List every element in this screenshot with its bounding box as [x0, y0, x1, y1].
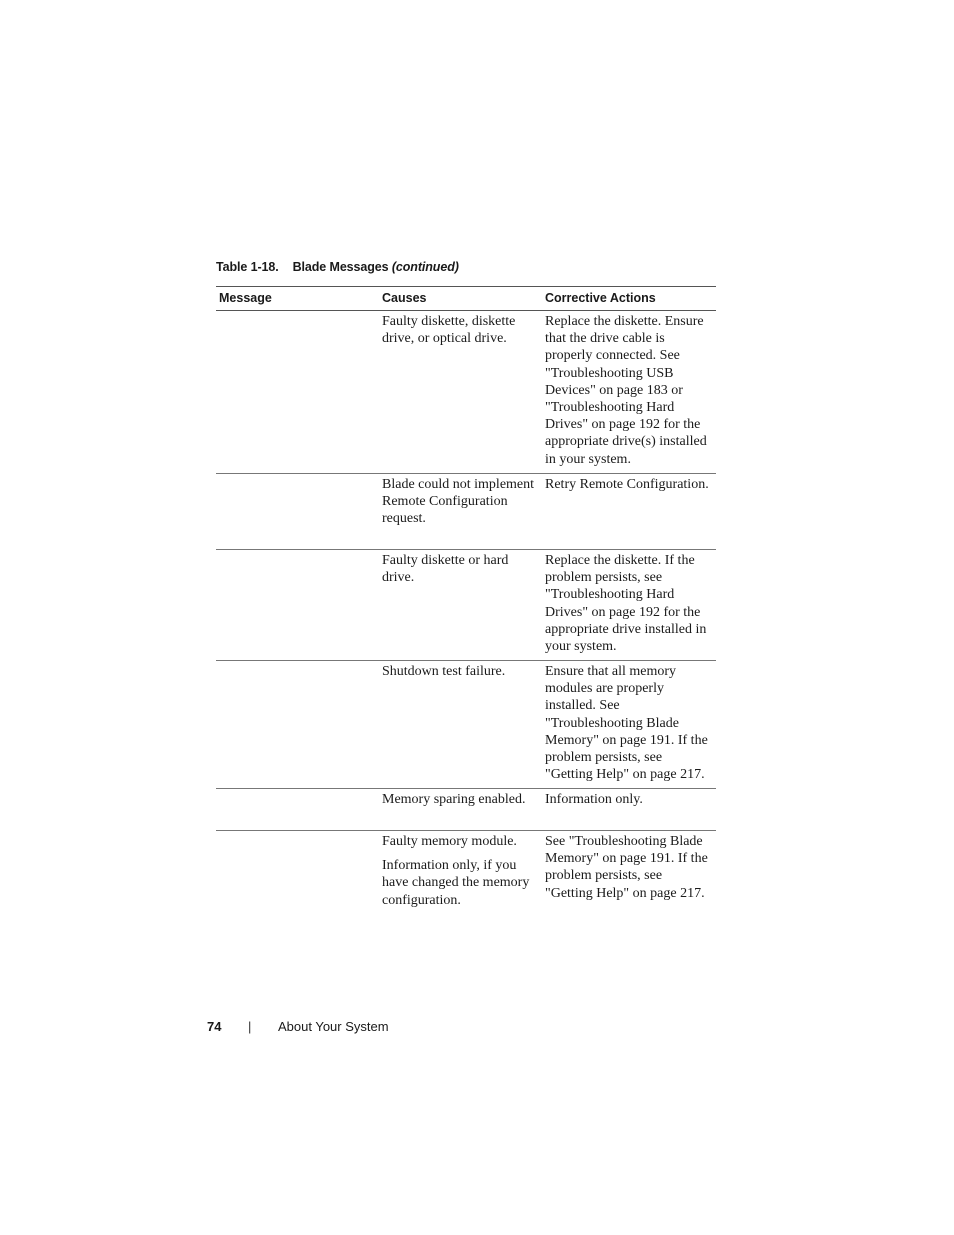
- message-cell: [216, 789, 379, 830]
- table-number: Table 1-18.: [216, 260, 279, 274]
- table-row: [216, 789, 716, 831]
- message-cell: [216, 550, 379, 660]
- message-cell: [216, 831, 379, 971]
- causes-text-extra: Information only, if you have changed the memory configuration.: [382, 858, 530, 908]
- actions-cell: See "Troubleshooting Blade Memory" on page 191. If the problem persists, see "Getting Help" on page 217.: [545, 834, 708, 901]
- message-cell: [216, 474, 379, 549]
- table-row: [216, 474, 716, 550]
- header-corrective-actions: Corrective Actions: [545, 291, 656, 305]
- section-title: About Your System: [278, 1019, 389, 1034]
- causes-cell: Faulty diskette, diskette drive, or optical drive.: [382, 314, 516, 347]
- blade-messages-table: [216, 286, 716, 971]
- header-message: Message: [219, 291, 272, 305]
- causes-cell: Faulty diskette or hard drive.: [382, 553, 509, 586]
- table-title: Blade Messages: [292, 260, 389, 274]
- causes-cell: [379, 831, 542, 971]
- actions-cell: Retry Remote Configuration.: [545, 477, 709, 492]
- table-row: [216, 661, 716, 789]
- message-cell: [216, 661, 379, 788]
- table-row: [216, 831, 716, 971]
- table-header: [216, 286, 716, 311]
- actions-cell: Replace the diskette. If the problem persists, see "Troubleshooting Hard Drives" on page 192 for the appropriate drive installed in your system.: [545, 553, 707, 655]
- table-row: [216, 311, 716, 474]
- causes-cell: Blade could not implement Remote Configuration request.: [382, 477, 535, 527]
- page-number: 74: [207, 1019, 222, 1034]
- header-causes: Causes: [382, 291, 427, 305]
- actions-cell: Replace the diskette. Ensure that the drive cable is properly connected. See "Troubleshooting USB Devices" on page 183 or "Troubleshooting Hard Drives" on page 192 for the appropriate drive(s) installed in your system.: [545, 314, 707, 467]
- causes-cell: Memory sparing enabled.: [382, 792, 526, 807]
- table-continued: (continued): [391, 260, 459, 274]
- actions-cell: Ensure that all memory modules are properly installed. See "Troubleshooting Blade Memory" on page 191. If the problem persists, see "Getting Help" on page 217.: [545, 664, 708, 783]
- causes-cell: Shutdown test failure.: [382, 664, 506, 679]
- table-caption: [216, 260, 459, 274]
- message-cell: [216, 311, 379, 473]
- actions-cell: Information only.: [545, 792, 643, 807]
- footer-separator: |: [248, 1019, 252, 1034]
- causes-text: Faulty memory module.: [382, 834, 517, 849]
- table-row: [216, 550, 716, 661]
